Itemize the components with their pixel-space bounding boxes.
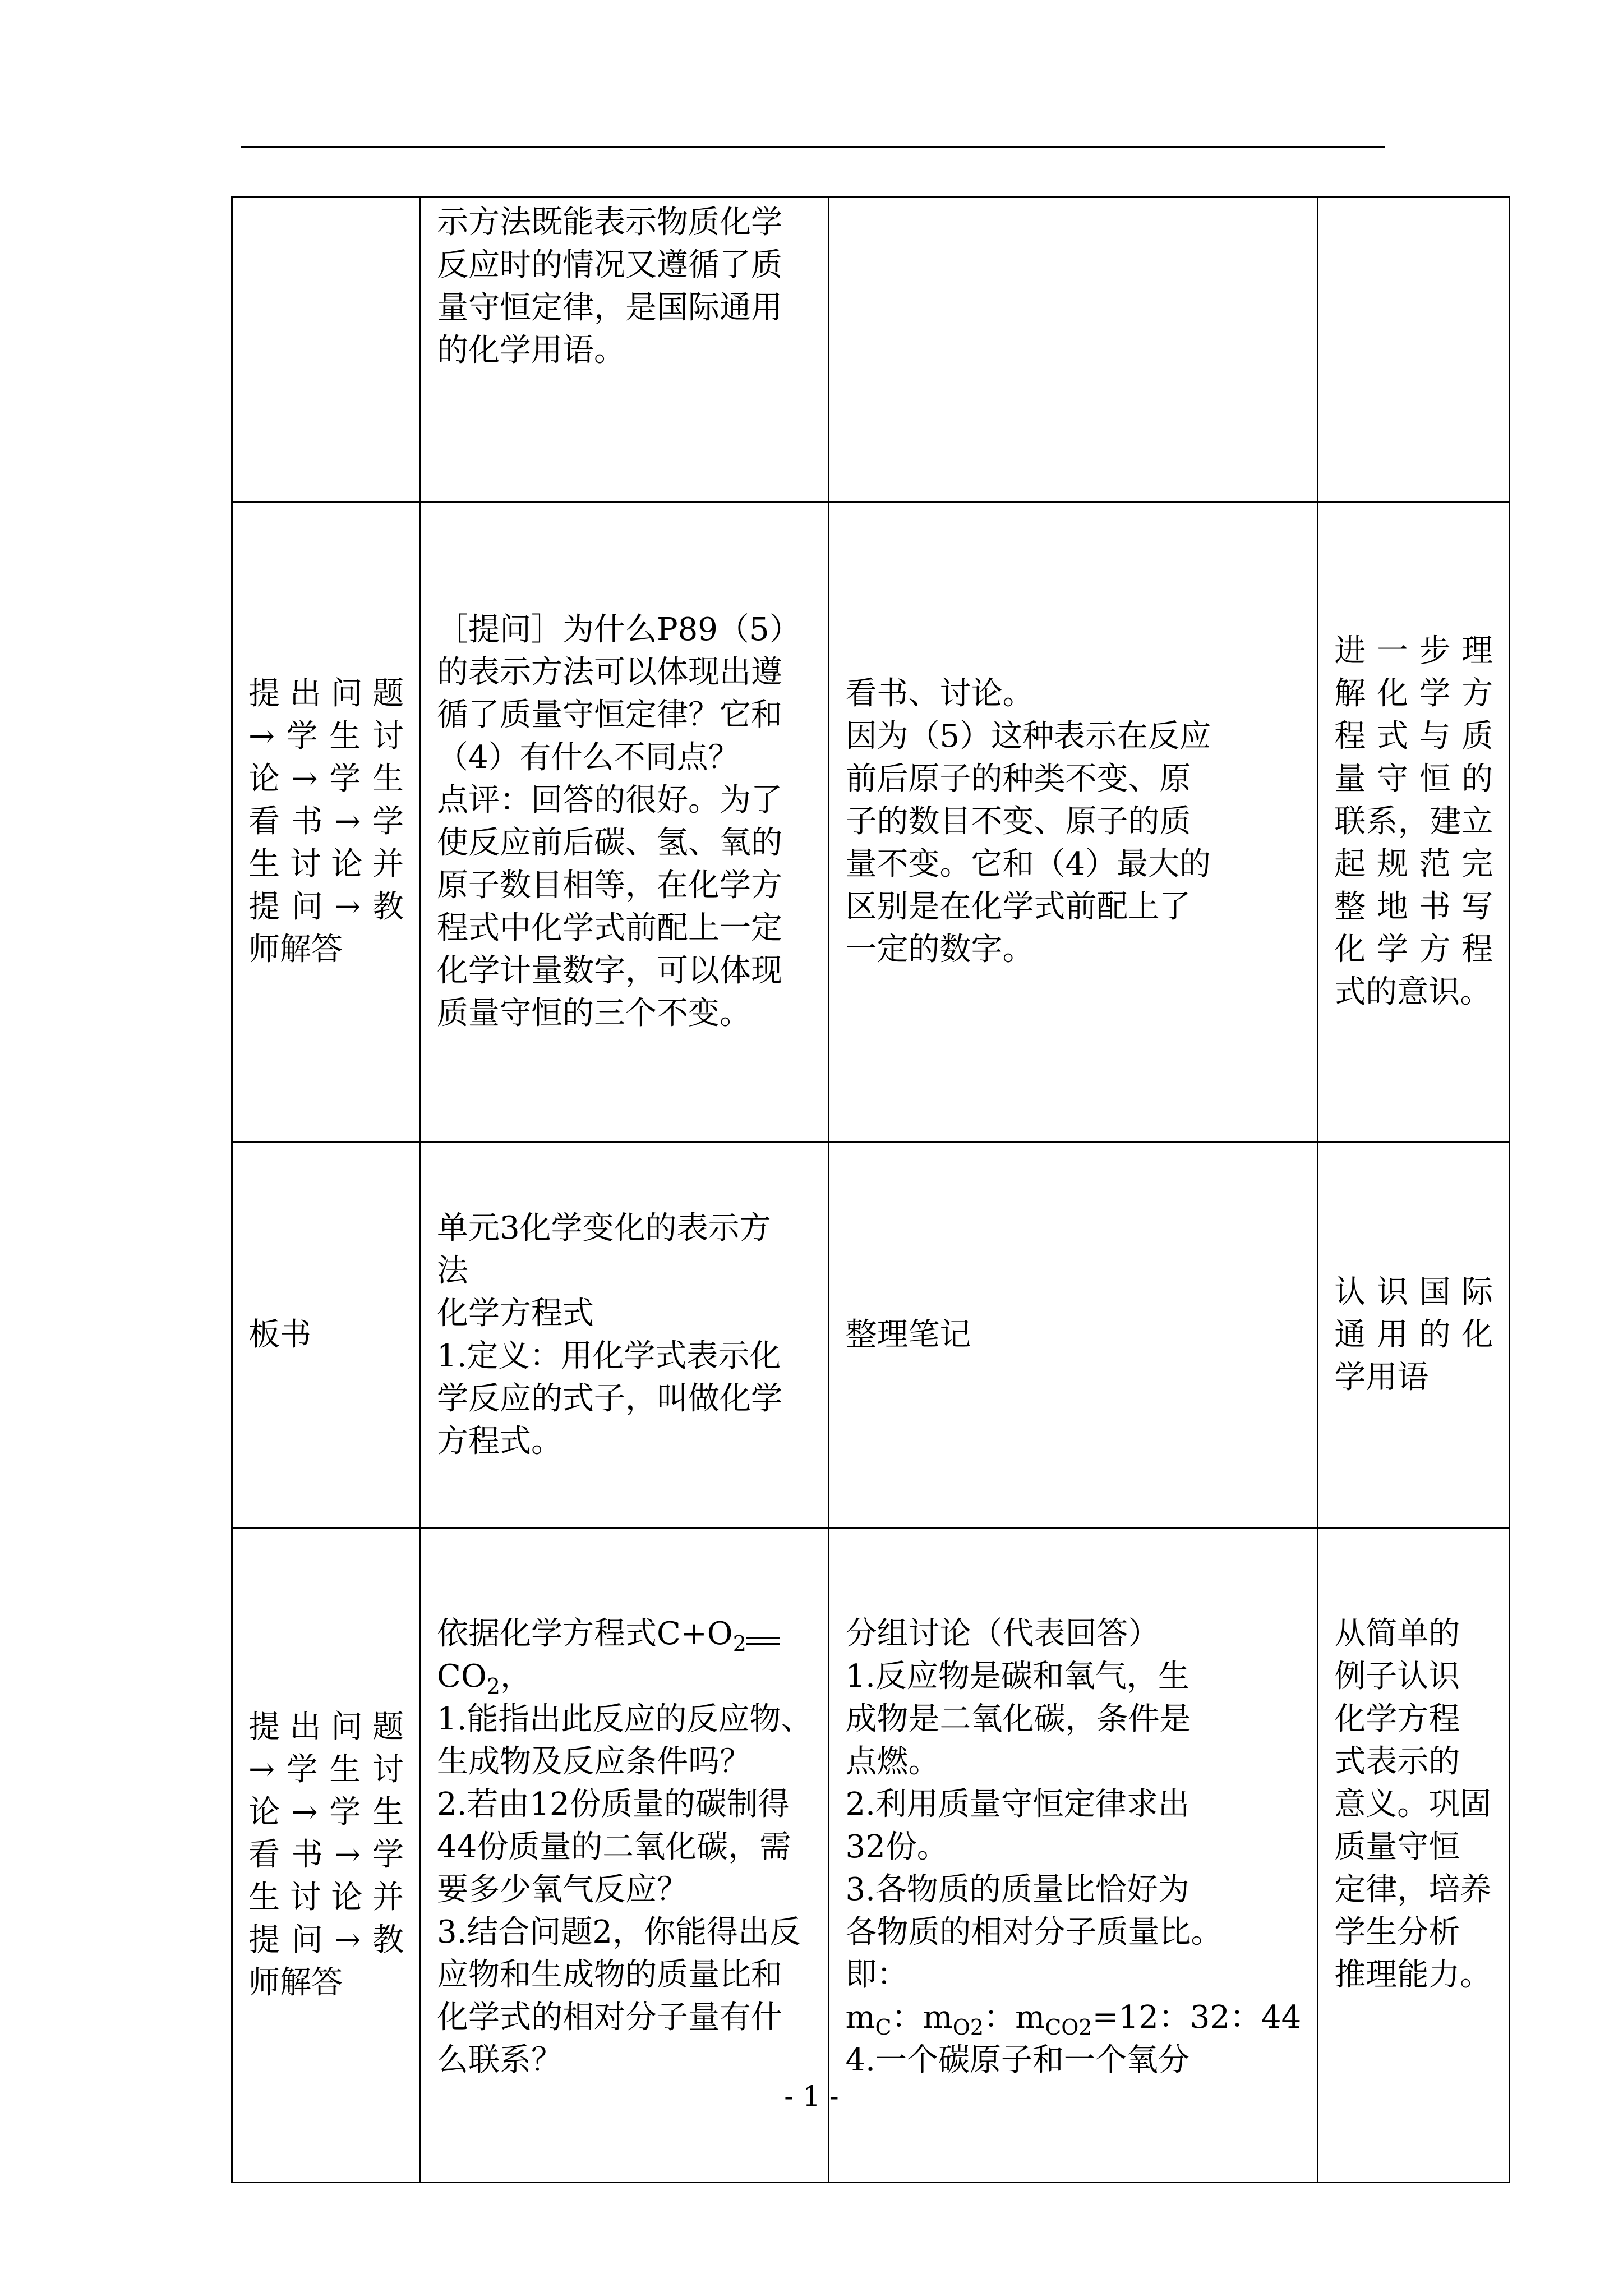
cell-intent: [1318, 197, 1510, 502]
cell-student: [829, 197, 1318, 502]
cell-method: [232, 197, 421, 502]
header-rule: [241, 146, 1385, 148]
cell-intent: 认识国际 通用的化 学用语: [1318, 1142, 1510, 1528]
cell-method: 提出问题 →学生讨 论→学生 看书→学 生讨论并 提问→教 师解答: [232, 1528, 421, 2183]
cell-student: 整理笔记: [829, 1142, 1318, 1528]
equation-bar: [746, 1633, 780, 1644]
cell-teacher: 依据化学方程式$C+O_2$ $CO_2$， 1.能指出此反应的反应物、 生成物及反应条件吗？ 2.若由12份质量的碳制得 44份质量的二氧化碳，需 要多少氧气反应？ 3.结合问题2，你能得出反 应物和生成物的质量比和 化学式的相对分子量有什 么联系？: [421, 1528, 829, 2183]
table-row: [232, 1142, 1510, 1528]
cell-student: 看书、讨论。 因为（5）这种表示在反应 前后原子的种类不变、原 子的数目不变、原子的质 量不变。它和（4）最大的 区别是在化学式前配上了 一定的数字。: [829, 502, 1318, 1142]
cell-intent: 进一步理 解化学方 程式与质 量守恒的 联系，建立 起规范完 整地书写 化学方程 式的意识。: [1318, 502, 1510, 1142]
equation-line: 依据化学方程式$C+O_2$: [437, 1613, 812, 1655]
cell-student: 分组讨论（代表回答） 1.反应物是碳和氧气，生 成物是二氧化碳，条件是 点燃。 2.利用质量守恒定律求出 32份。 3.各物质的质量比恰好为 各物质的相对分子质量比。 即： $m_C$：$m_{O2}$：$m_{CO2}=12$：32：44 4.一个碳原子和一个氧分: [829, 1528, 1318, 2183]
cell-intent: 从简单的 例子认识 化学方程 式表示的 意义。巩固 质量守恒 定律，培养 学生分析 推理能力。: [1318, 1528, 1510, 2183]
lesson-table: [231, 196, 1510, 2183]
cell-method: 板书: [232, 1142, 421, 1528]
cell-teacher: 示方法既能表示物质化学 反应时的情况又遵循了质 量守恒定律，是国际通用 的化学用语。: [421, 197, 829, 502]
cell-teacher: 单元3化学变化的表示方 法 化学方程式 1.定义：用化学式表示化 学反应的式子，叫做化学 方程式。: [421, 1142, 829, 1528]
page-number: - 1 -: [784, 2080, 839, 2113]
table-row: [232, 197, 1510, 502]
table-row: [232, 502, 1510, 1142]
cell-method: 提出问题 →学生讨 论→学生 看书→学 生讨论并 提问→教 师解答: [232, 502, 421, 1142]
cell-teacher: ［提问］为什么P89（5） 的表示方法可以体现出遵 循了质量守恒定律？它和 （4）有什么不同点？ 点评：回答的很好。为了 使反应前后碳、氢、氧的 原子数目相等，在化学方 程式中化学式前配上一定 化学计量数字，可以体现 质量守恒的三个不变。: [421, 502, 829, 1142]
mass-ratio: $m_C$：$m_{O2}$：$m_{CO2}=12$：32：44: [845, 1999, 1302, 2040]
